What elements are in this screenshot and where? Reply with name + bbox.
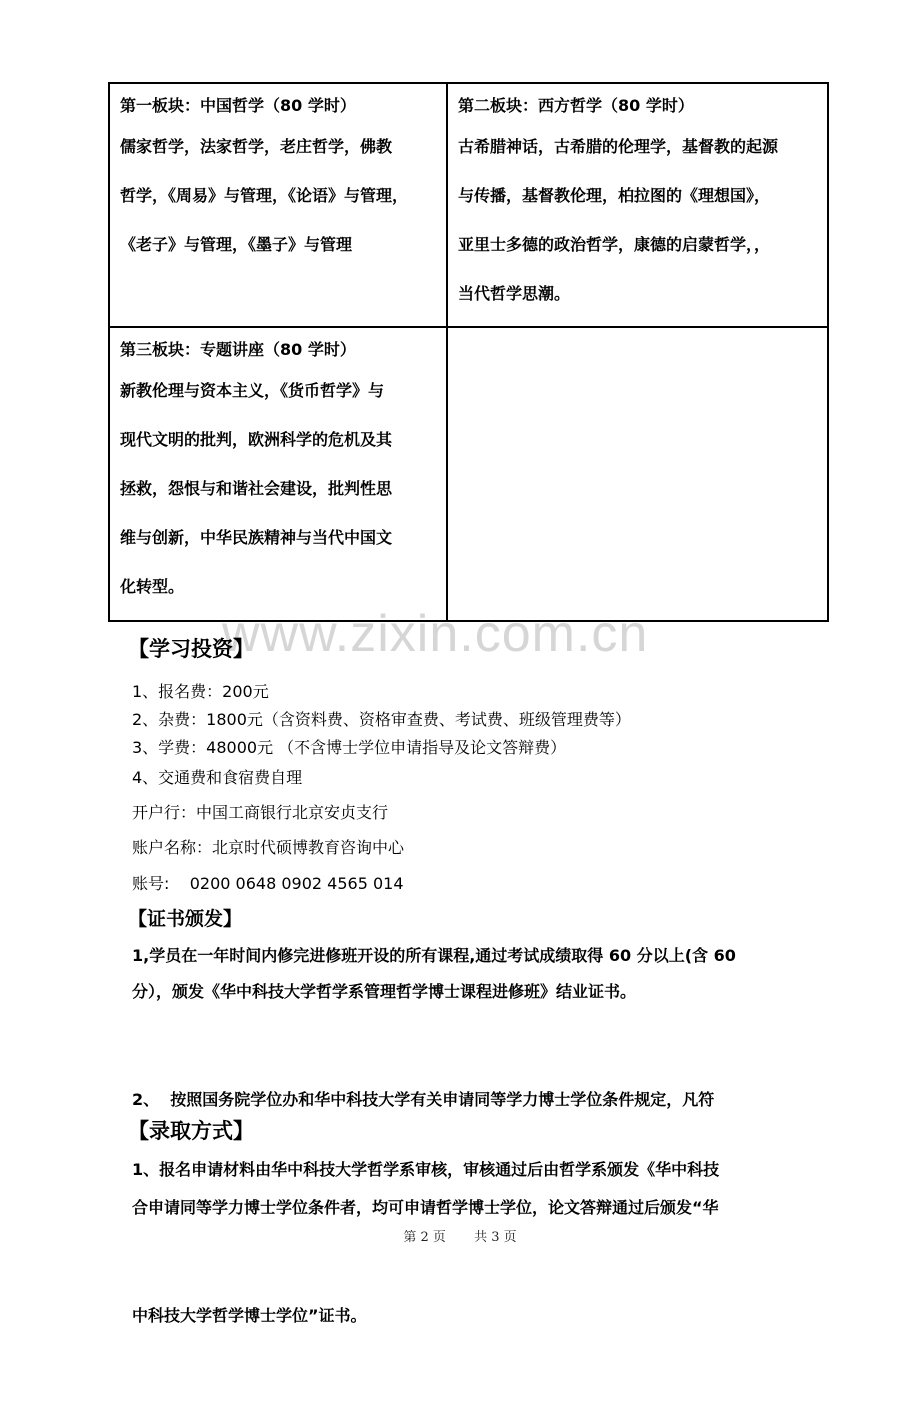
module-cell-empty [448,328,829,622]
module-title: 第三板块：专题讲座（80 学时） [120,340,356,359]
module-line: 儒家哲学，法家哲学，老庄哲学，佛教 [120,137,393,156]
module-cell-western-philosophy [448,84,829,328]
paragraph-line: 中科技大学哲学博士学位”证书。 [132,1306,367,1325]
admission-paragraph [132,1152,822,1188]
module-table [108,82,829,622]
module-line: 拯救，怨恨与和谐社会建设，批判性思 [120,479,393,498]
fee-item: 2、杂费：1800元（含资料费、资格审查费、考试费、班级管理费等） [132,710,631,729]
module-content [120,122,436,269]
module-line: 当代哲学思潮。 [458,284,571,303]
module-title: 第一板块：中国哲学（80 学时） [120,96,356,115]
paragraph-line: 2、 按照国务院学位办和华中科技大学有关申请同等学力博士学位条件规定，凡符 [132,1090,715,1109]
module-cell-chinese-philosophy [110,84,448,328]
module-line: 现代文明的批判，欧洲科学的危机及其 [120,430,393,449]
paragraph-line: 1,学员在一年时间内修完进修班开设的所有课程,通过考试成绩取得 60 分以上(含 60 [132,946,736,965]
module-content [458,122,819,318]
paragraph-line: 1、报名申请材料由华中科技大学哲学系审核，审核通过后由哲学系颁发《华中科技 [132,1160,720,1179]
module-line: 化转型。 [120,577,185,596]
certificate-paragraph-2 [132,1010,822,1406]
module-line: 与传播，基督教伦理，柏拉图的《理想国》， [458,186,771,205]
page-footer [0,1226,920,1245]
module-line: 维与创新，中华民族精神与当代中国文 [120,528,393,547]
module-line: 《老子》与管理，《墨子》与管理 [120,235,353,254]
certificate-heading: 【证书颁发】 [128,908,243,930]
fee-item: 3、学费：48000元 （不含博士学位申请指导及论文答辩费） [132,738,567,757]
page-number: 第 2 页 [403,1230,446,1245]
paragraph-line: 合申请同等学力博士学位条件者，均可申请哲学博士学位，论文答辩通过后颁发“华 [132,1198,719,1217]
bank-name: 开户行：中国工商银行北京安贞支行 [132,803,389,822]
account-number: 账号: 0200 0648 0902 4565 014 [132,874,404,893]
fee-item: 1、报名费：200元 [132,682,269,701]
module-line: 新教伦理与资本主义，《货币哲学》与 [120,381,385,400]
watermark: www.zixin.com.cn [222,605,649,663]
investment-heading: 【学习投资】 [128,637,254,661]
page-total: 共 3 页 [474,1230,517,1245]
paragraph-line: 分），颁发《华中科技大学哲学系管理哲学博士课程进修班》结业证书。 [132,982,637,1001]
module-cell-special-lectures [110,328,448,622]
module-line: 亚里士多德的政治哲学，康德的启蒙哲学，， [458,235,771,254]
account-name: 账户名称：北京时代硕博教育咨询中心 [132,838,405,857]
fee-item: 4、交通费和食宿费自理 [132,768,303,787]
admission-heading: 【录取方式】 [128,1119,254,1143]
module-title: 第二板块：西方哲学（80 学时） [458,96,694,115]
certificate-paragraph-1 [132,938,822,1010]
module-content [120,366,436,611]
module-line: 哲学，《周易》与管理，《论语》与管理， [120,186,409,205]
module-line: 古希腊神话，古希腊的伦理学，基督教的起源 [458,137,779,156]
